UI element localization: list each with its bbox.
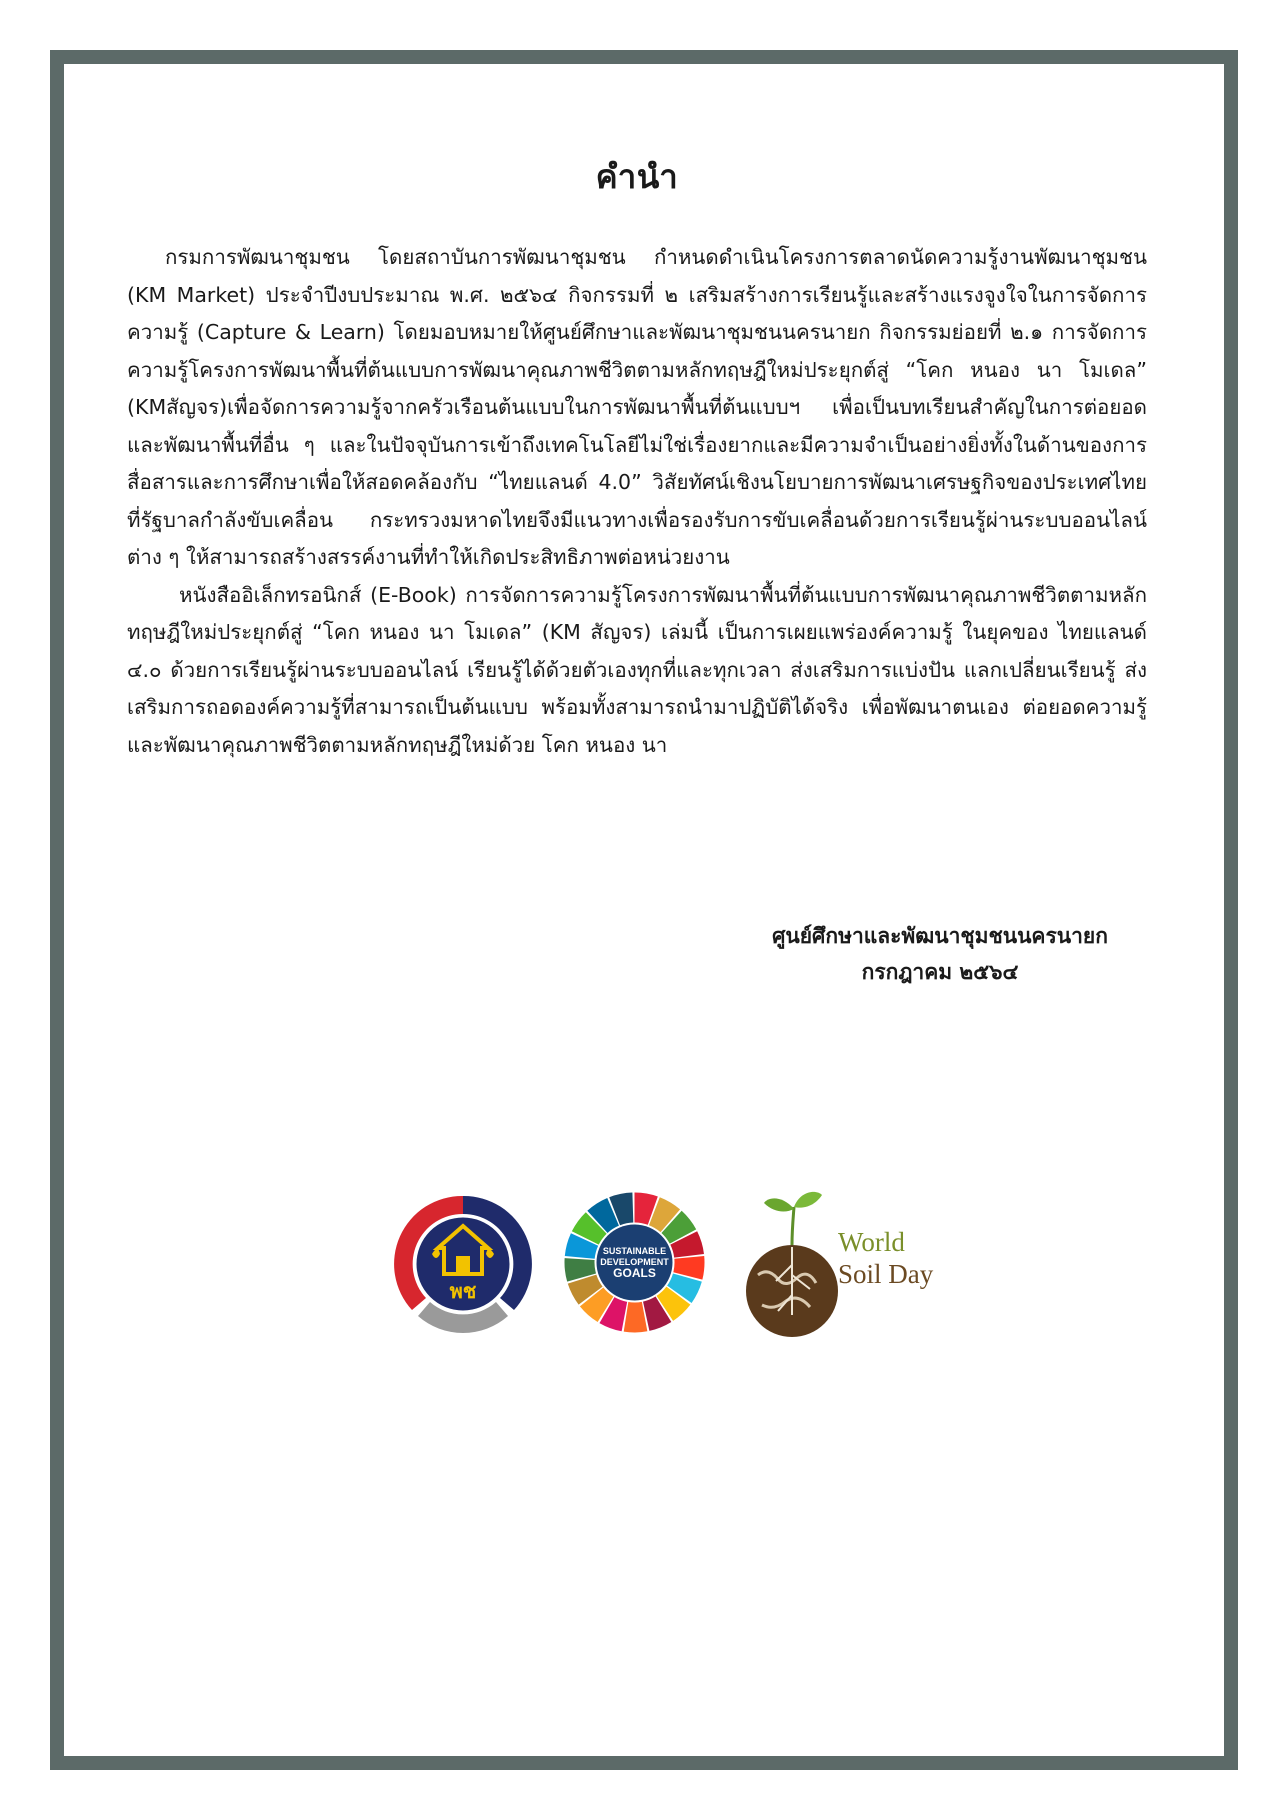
- sdg-segment: [624, 1302, 648, 1333]
- sdg-label: [562, 1246, 707, 1279]
- sdg-line-1: SUSTAINABLE: [602, 1246, 667, 1256]
- world-soil-day-logo: [738, 1185, 938, 1345]
- signature-date: กรกฎาคม ๒๕๖๔: [861, 960, 1019, 984]
- world-soil-day-icon: [738, 1185, 848, 1345]
- sdg-logo: [562, 1190, 707, 1335]
- sdg-line-2: DEVELOPMENT: [600, 1257, 669, 1267]
- cdd-emblem-icon: [392, 1190, 534, 1340]
- paragraph-1: กรมการพัฒนาชุมชน โดยสถาบันการพัฒนาชุมชน กำหนดดำเนินโครงการตลาดนัดความรู้งานพัฒนาชุมชน (KM Market) ประจำปีงบประมาณ พ.ศ. ๒๕๖๔ กิจกรรมที่ ๒ เสริมสร้างการเรียนรู้และสร้างแรงจูงใจในการจัดการความรู้ (Capture & Learn) โดยมอบหมายให้ศูนย์ศึกษาและพัฒนาชุมชนนครนายก กิจกรรมย่อยที่ ๒.๑ การจัดการความรู้โครงการพัฒนาพื้นที่ต้นแบบการพัฒนาคุณภาพชีวิตตามหลักทฤษฎีใหม่ประยุกต์สู่ “โคก หนอง นา โมเดล” (KMสัญจร)เพื่อจัดการความรู้จากครัวเรือนต้นแบบในการพัฒนาพื้นที่ต้นแบบฯ เพื่อเป็นบทเรียนสำคัญในการต่อยอดและพัฒนาพื้นที่อื่น ๆ และในปัจจุบันการเข้าถึงเทคโนโลยีไม่ใช่เรื่องยากและมีความจำเป็นอย่างยิ่งทั้งในด้านของการสื่อสารและการศึกษาเพื่อให้สอดคล้องกับ “ไทยแลนด์ 4.0” วิสัยทัศน์เชิงนโยบายการพัฒนาเศรษฐกิจของประเทศไทย ที่รัฐบาลกำลังขับเคลื่อน กระทรวงมหาดไทยจึงมีแนวทางเพื่อรองรับการขับเคลื่อนด้วยการเรียนรู้ผ่านระบบออนไลน์ต่าง ๆ ให้สามารถสร้างสรรค์งานที่ทำให้เกิดประสิทธิภาพต่อหน่วยงาน: [127, 245, 1147, 569]
- logo-row: [0, 1190, 1273, 1360]
- paragraph-2: หนังสืออิเล็กทรอนิกส์ (E-Book) การจัดการความรู้โครงการพัฒนาพื้นที่ต้นแบบการพัฒนาคุณภาพชีวิตตามหลักทฤษฎีใหม่ประยุกต์สู่ “โคก หนอง นา โมเดล” (KM สัญจร) เล่มนี้ เป็นการเผยแพร่องค์ความรู้ ในยุคของ ไทยแลนด์ ๔.๐ ด้วยการเรียนรู้ผ่านระบบออนไลน์ เรียนรู้ได้ด้วยตัวเองทุกที่และทุกเวลา ส่งเสริมการแบ่งปัน แลกเปลี่ยนเรียนรู้ ส่งเสริมการถอดองค์ความรู้ที่สามารถเป็นต้นแบบ พร้อมทั้งสามารถนำมาปฏิบัติได้จริง เพื่อพัฒนาตนเอง ต่อยอดความรู้และพัฒนาคุณภาพชีวิตตามหลักทฤษฎีใหม่ด้วย โคก หนอง นา: [127, 582, 1147, 757]
- cdd-lettering: พช: [449, 1279, 477, 1303]
- signature-org: ศูนย์ศึกษาและพัฒนาชุมชนนครนายก: [772, 924, 1108, 948]
- soil-day-word-soil-day: Soil Day: [838, 1259, 934, 1289]
- document-body: [127, 150, 1147, 764]
- soil-day-word-world: World: [838, 1227, 905, 1257]
- page-title: คำนำ: [595, 157, 679, 196]
- signature-block: [740, 918, 1140, 990]
- sdg-line-3: GOALS: [613, 1266, 656, 1280]
